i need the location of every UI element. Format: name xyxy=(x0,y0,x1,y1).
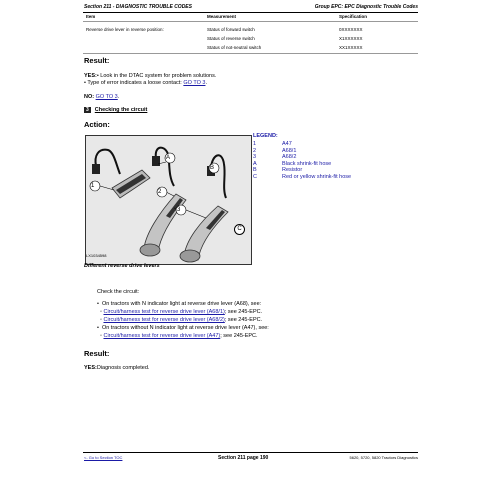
header-rule xyxy=(83,12,418,13)
callout-a: A xyxy=(166,155,171,161)
punctuation: . xyxy=(117,94,120,100)
result-no-line xyxy=(84,94,119,100)
yes-text: • Look in the DTAC system for problem solutions. xyxy=(96,73,217,79)
step-title[interactable]: Checking the circuit xyxy=(94,107,148,113)
goto-3-link-no[interactable]: GO TO 3 xyxy=(95,94,118,100)
section-header: Section 211 - DIAGNOSTIC TROUBLE CODES xyxy=(84,4,192,10)
legend-value: A47 xyxy=(282,141,292,147)
legend-item xyxy=(253,174,351,181)
callout-c: C xyxy=(234,224,245,235)
legend-key: A xyxy=(253,160,257,167)
check-bullet-1 xyxy=(97,301,261,307)
legend-value: A68/1 xyxy=(282,147,297,154)
callout-b: B xyxy=(210,165,215,171)
callout-3: 3 xyxy=(177,207,181,213)
legend-key: C xyxy=(253,173,257,180)
yes-text-2: • Type of error indicates a loose contact: xyxy=(84,80,184,86)
legend-title: LEGEND: xyxy=(253,133,278,139)
footer-manual-title: 5620, 5720, 5820 Tractors Diagnostics xyxy=(349,455,418,460)
check-intro: Check the circuit: xyxy=(97,289,140,295)
footer-rule xyxy=(83,452,418,453)
table-cell: X1XXXXXX xyxy=(339,36,363,41)
check-sub-1b: ◦ Circuit/harness test for reverse drive lever (A68/2); see 245-EPC. xyxy=(100,317,263,323)
table-header-rule xyxy=(83,21,418,22)
figure-caption: Different reverse drive levers xyxy=(84,263,160,269)
reverse-drive-levers-figure xyxy=(85,135,252,265)
callout-1: 1 xyxy=(91,183,95,189)
callout-2: 2 xyxy=(158,189,162,195)
legend-key: 3 xyxy=(253,154,257,160)
check-sub-1a: ◦ Circuit/harness test for reverse drive lever (A68/1); see 245-EPC. xyxy=(100,309,263,315)
table-cell: XX1XXXXX xyxy=(339,45,363,50)
table-header-specification: Specification xyxy=(339,14,368,19)
result-title-2: Result: xyxy=(84,349,110,358)
table-cell: 0XXXXXXX xyxy=(339,27,363,32)
check-bullet-2-text: • On tractors without N indicator light at reverse drive lever (A47), see: xyxy=(97,325,269,331)
table-cell: Status of not-neutral switch xyxy=(207,45,262,50)
check-bullet-2 xyxy=(97,325,269,331)
link-tail: ; see 245-EPC. xyxy=(224,317,263,323)
table-cell: Status of reverse switch xyxy=(207,36,255,41)
table-header-item: Item xyxy=(86,14,96,19)
table-header-measurement: Measurement xyxy=(207,14,237,19)
step-number: 3 xyxy=(86,107,89,113)
no-label: NO: xyxy=(84,94,95,100)
legend-key: 1 xyxy=(253,141,257,147)
result-title: Result: xyxy=(84,56,110,65)
link-tail: ; see 245-EPC. xyxy=(224,309,263,315)
check-sub-2a: ◦ Circuit/harness test for reverse drive lever (A47); see 245-EPC. xyxy=(100,333,258,339)
page-number: Section 211 page 190 xyxy=(218,455,269,461)
result-yes-line2 xyxy=(84,80,207,86)
action-title: Action: xyxy=(84,120,110,129)
legend-value: Resistor xyxy=(282,167,303,173)
legend-value: Red or yellow shrink-fit hose xyxy=(282,173,352,180)
legend-key: 2 xyxy=(253,147,257,154)
table-bottom-rule xyxy=(83,53,418,54)
result-yes-line1 xyxy=(84,73,216,79)
figure-code: LX1034598 xyxy=(86,253,107,258)
check-bullet-1-text: • On tractors with N indicator light at reverse drive lever (A68), see: xyxy=(97,301,261,307)
step-heading xyxy=(84,107,147,113)
circuit-test-a47-link[interactable]: Circuit/harness test for reverse drive lever (A47) xyxy=(103,333,221,339)
goto-3-link[interactable]: GO TO 3 xyxy=(183,80,206,86)
punctuation: . xyxy=(205,80,208,86)
yes-label-2: YES: xyxy=(84,365,97,371)
legend-value: A68/2 xyxy=(282,154,297,160)
legend-key: B xyxy=(253,167,257,173)
yes-text-3: Diagnosis completed. xyxy=(96,365,150,371)
table-cell: Reverse drive lever in reverse position: xyxy=(86,27,164,32)
circuit-test-a68-1-link[interactable]: Circuit/harness test for reverse drive lever (A68/1) xyxy=(103,309,225,315)
go-to-section-toc-link[interactable]: <- Go to Section TOC xyxy=(84,455,123,460)
legend-value: Black shrink-fit hose xyxy=(282,160,332,167)
yes-label: YES: xyxy=(84,73,97,79)
link-tail: ; see 245-EPC. xyxy=(220,333,258,339)
group-header: Group EPC: EPC Diagnostic Trouble Codes xyxy=(314,4,418,10)
legend-list xyxy=(253,141,351,180)
circuit-test-a68-2-link[interactable]: Circuit/harness test for reverse drive lever (A68/2) xyxy=(103,317,225,323)
table-cell: Status of forward switch xyxy=(207,27,255,32)
result-yes-2 xyxy=(84,365,149,371)
